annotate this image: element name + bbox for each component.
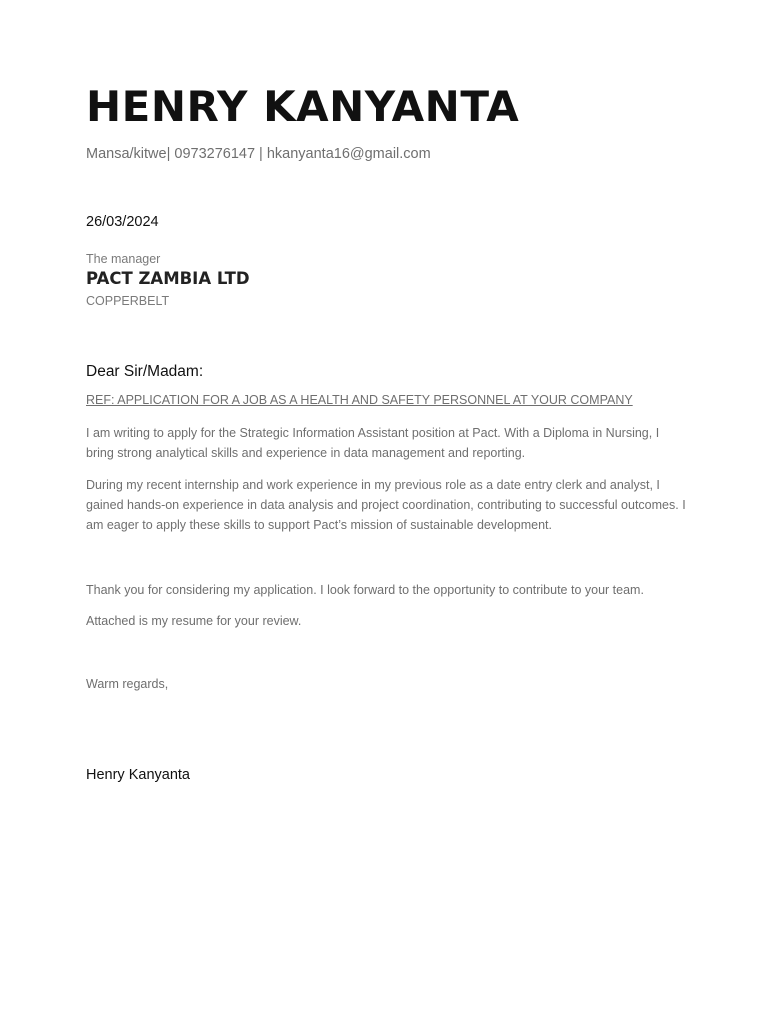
salutation: Dear Sir/Madam: xyxy=(86,363,204,380)
contact-info: Mansa/kitwe| 0973276147 | hkanyanta16@gmail.com xyxy=(86,146,431,162)
closing: Warm regards, xyxy=(86,677,169,691)
recipient-region: COPPERBELT xyxy=(86,294,170,308)
body-paragraph-3: Thank you for considering my application. I look forward to the opportunity to contribute to your team. xyxy=(86,583,644,597)
reference-line: REF: APPLICATION FOR A JOB AS A HEALTH AND SAFETY PERSONNEL AT YOUR COMPANY xyxy=(86,393,633,407)
letter-date: 26/03/2024 xyxy=(86,214,159,230)
body-paragraph-2: During my recent internship and work experience in my previous role as a date entry clerk and analyst, I gained hands-on experience in data analysis and project coordination, contributing to successful outcomes. I am eager to apply these skills to support Pact’s mission of sustainable development. xyxy=(86,478,686,532)
body-paragraph-4: Attached is my resume for your review. xyxy=(86,614,302,628)
recipient-company: PACT ZAMBIA LTD xyxy=(86,269,250,288)
signature-name: Henry Kanyanta xyxy=(86,767,190,783)
applicant-name: HENRY KANYANTA xyxy=(86,82,520,131)
body-paragraph-1: I am writing to apply for the Strategic Information Assistant position at Pact. With a Diploma in Nursing, I bring strong analytical skills and experience in data management and reporting. xyxy=(86,426,660,460)
recipient-title: The manager xyxy=(86,252,161,266)
